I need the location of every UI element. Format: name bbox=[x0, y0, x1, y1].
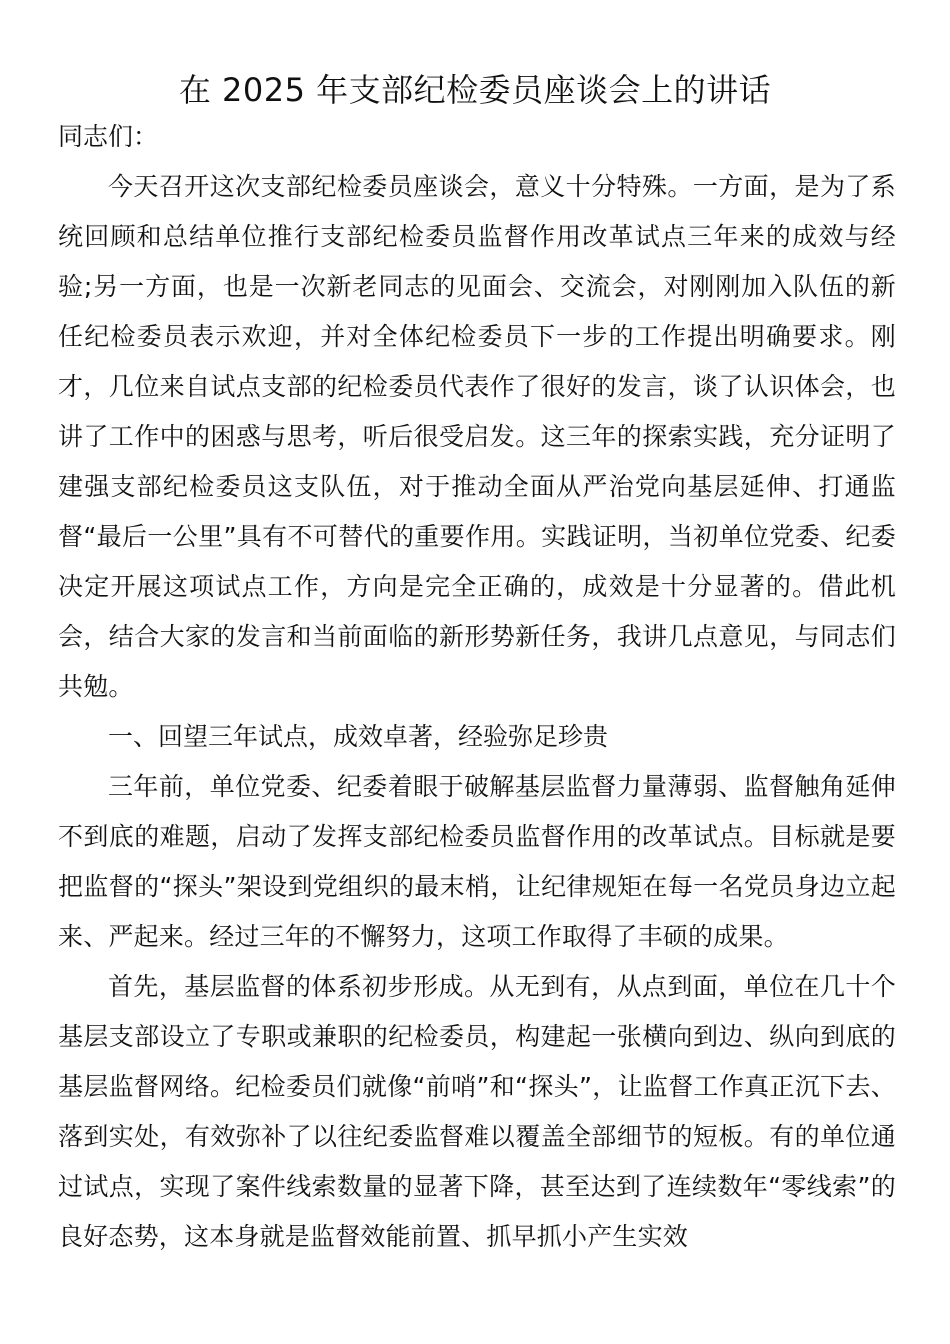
paragraph-section-2: 首先，基层监督的体系初步形成。从无到有，从点到面，单位在几十个基层支部设立了专职或兼职的纪检委员，构建起一张横向到边、纵向到底的基层监督网络。纪检委员们就像“前哨”和“探头”，让监督工作真正沉下去、落到实处，有效弥补了以往纪委监督难以覆盖全部细节的短板。有的单位通过试点，实现了案件线索数量的显著下降，甚至达到了连续数年“零线索”的良好态势，这本身就是监督效能前置、抓早抓小产生实效 bbox=[58, 972, 896, 1251]
document-body bbox=[58, 112, 896, 1262]
paragraph-opening: 今天召开这次支部纪检委员座谈会，意义十分特殊。一方面，是为了系统回顾和总结单位推行支部纪检委员监督作用改革试点三年来的成效与经验;另一方面，也是一次新老同志的见面会、交流会，对刚刚加入队伍的新任纪检委员表示欢迎，并对全体纪检委员下一步的工作提出明确要求。刚才，几位来自试点支部的纪检委员代表作了很好的发言，谈了认识体会，也讲了工作中的困惑与思考，听后很受启发。这三年的探索实践，充分证明了建强支部纪检委员这支队伍，对于推动全面从严治党向基层延伸、打通监督“最后一公里”具有不可替代的重要作用。实践证明，当初单位党委、纪委决定开展这项试点工作，方向是完全正确的，成效是十分显著的。借此机会，结合大家的发言和当前面临的新形势新任务，我讲几点意见，与同志们共勉。 bbox=[58, 172, 896, 701]
section-heading-1: 一、回望三年试点，成效卓著，经验弥足珍贵 bbox=[108, 722, 609, 751]
document-title: 在 2025 年支部纪检委员座谈会上的讲话 bbox=[178, 71, 772, 109]
paragraph-section-1: 三年前，单位党委、纪委着眼于破解基层监督力量薄弱、监督触角延伸不到底的难题，启动了发挥支部纪检委员监督作用的改革试点。目标就是要把监督的“探头”架设到党组织的最末梢，让纪律规矩在每一名党员身边立起来、严起来。经过三年的不懈努力，这项工作取得了丰硕的成果。 bbox=[58, 772, 896, 951]
salutation: 同志们： bbox=[58, 122, 159, 151]
